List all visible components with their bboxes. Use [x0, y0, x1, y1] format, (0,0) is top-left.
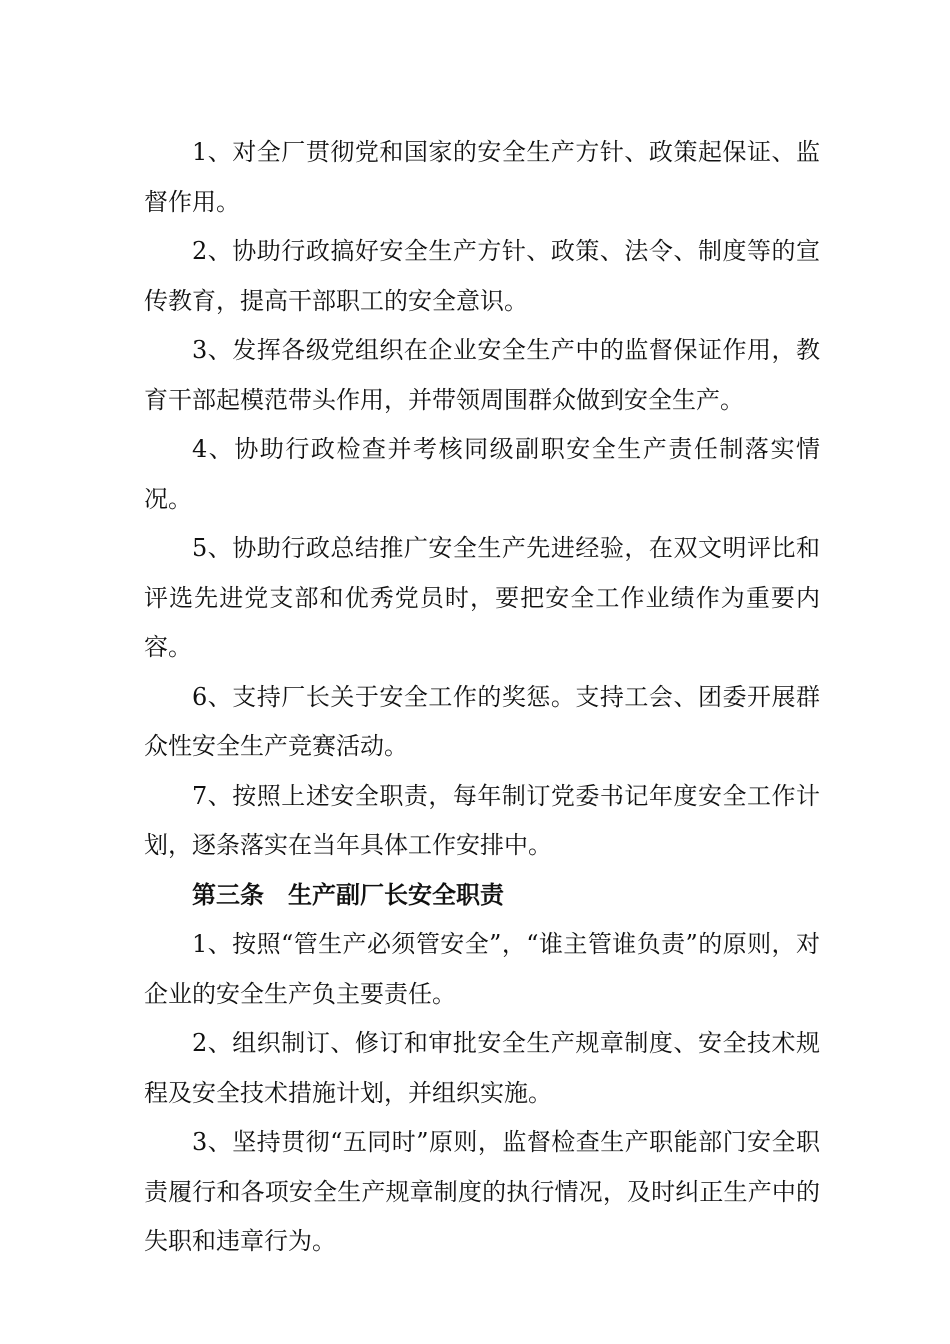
paragraph-item-5: 5、协助行政总结推广安全生产先进经验，在双文明评比和评选先进党支部和优秀党员时，要把安全工作业绩作为重要内容。: [144, 534, 820, 661]
paragraph-item-6: 6、支持厂长关于安全工作的奖惩。支持工会、团委开展群众性安全生产竞赛活动。: [144, 682, 820, 760]
document-body: [144, 128, 820, 1267]
paragraph-item-4: 4、协助行政检查并考核同级副职安全生产责任制落实情况。: [144, 435, 820, 513]
paragraph-item-7: 7、按照上述安全职责，每年制订党委书记年度安全工作计划，逐条落实在当年具体工作安排中。: [144, 781, 820, 859]
paragraph-item-1: 1、对全厂贯彻党和国家的安全生产方针、政策起保证、监督作用。: [144, 138, 820, 216]
paragraph-item-2: 2、协助行政搞好安全生产方针、政策、法令、制度等的宣传教育，提高干部职工的安全意识。: [144, 237, 820, 315]
paragraph-item-3: 3、发挥各级党组织在企业安全生产中的监督保证作用，教育干部起模范带头作用，并带领周围群众做到安全生产。: [144, 336, 820, 414]
section-heading: 第三条 生产副厂长安全职责: [192, 880, 504, 909]
section3-item-3: 3、坚持贯彻“五同时”原则，监督检查生产职能部门安全职责履行和各项安全生产规章制度的执行情况，及时纠正生产中的失职和违章行为。: [144, 1128, 820, 1255]
section3-item-2: 2、组织制订、修订和审批安全生产规章制度、安全技术规程及安全技术措施计划，并组织实施。: [144, 1029, 820, 1107]
section3-item-1: 1、按照“管生产必须管安全”，“谁主管谁负责”的原则，对企业的安全生产负主要责任。: [144, 930, 820, 1008]
